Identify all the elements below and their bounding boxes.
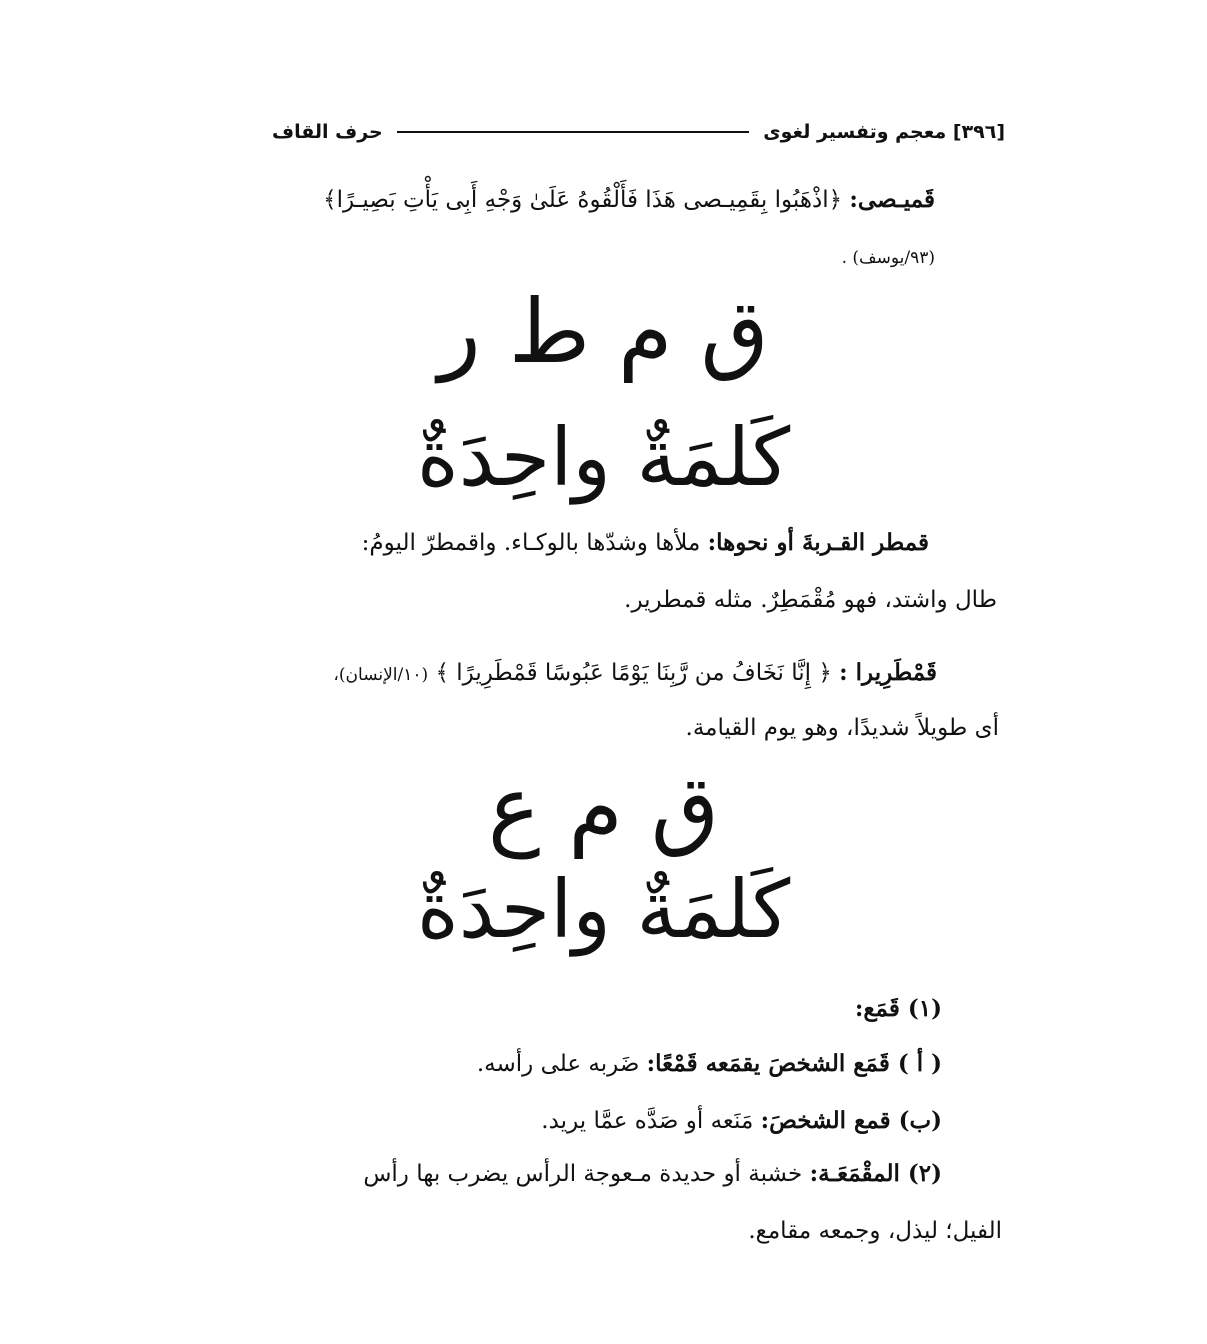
entry-definition: الفيل؛ ليذل، وجمعه مقامع. [748,1218,1002,1244]
entry-term: (٢) المقْمَعَـة: [809,1160,942,1187]
entry-term: قَمْطَرِيرا : [839,659,937,686]
verse-reference: (١٠/الإنسان)، [333,665,429,685]
verse-reference [842,241,935,275]
entry-qamtar-continuation [624,583,997,617]
entry-definition: طال واشتد، فهو مُقْمَطِرٌ. مثله قمطرير. [624,587,997,613]
root-heading: ق م ط ر [438,280,769,383]
entry-qamtarir-continuation [686,711,999,745]
entry-qamtar-line [362,526,929,560]
quran-verse: ﴿اذْهَبُوا بِقَمِيـصى هَذَا فَأَلْقُوهُ عَلَىٰ وَجْهِ أَبِى يَأْتِ بَصِيـرًا﴾ [323,187,843,213]
entry-qama-a [477,1047,942,1081]
word-count-heading: كَلمَةٌ واحِدَةٌ [416,411,791,504]
quran-verse: ﴿ إِنَّا نَخَافُ من رَّبِنَا يَوْمًا عَبُوسًا قَمْطَرِيرًا ﴾ [435,660,832,686]
entry-miqmaa-continuation [748,1214,1002,1248]
entry-term: قمطر القـربةَ أو نحوها: [707,529,929,556]
entry-definition: ملأها وشدّها بالوكـاء. واقمطرّ اليومُ: [361,530,701,556]
entry-qamtarir-line [333,656,937,692]
entry-qama-heading [855,992,942,1026]
entry-miqmaa [363,1157,942,1191]
entry-term: (ب) قمع الشخصَ: [760,1107,942,1134]
entry-qamis-line [323,183,935,217]
page-title: [٣٩٦] معجم وتفسير لغوى [763,121,1005,143]
entry-term: (١) قَمَع: [854,995,942,1022]
entry-term: ( أ ) قَمَع الشخصَ يقمَعه قَمْعًا: [646,1050,942,1077]
entry-definition: ضَربه على رأسه. [476,1051,640,1077]
entry-term: قَميـصى: [849,186,935,213]
header-rule [397,131,749,133]
verse-reference-text: (٩٣/يوسف) . [841,248,935,268]
root-heading: ق م ع [487,756,720,859]
entry-qama-b [541,1104,942,1138]
running-header [272,112,1005,152]
section-title: حرف القاف [272,121,383,143]
entry-definition: أى طويلاً شديدًا، وهو يوم القيامة. [685,715,999,741]
entry-definition: خشبة أو حديدة مـعوجة الرأس يضرب بها رأس [363,1161,803,1187]
word-count-heading: كَلمَةٌ واحِدَةٌ [416,863,791,956]
entry-definition: مَنَعه أو صَدَّه عمَّا يريد. [541,1108,754,1134]
